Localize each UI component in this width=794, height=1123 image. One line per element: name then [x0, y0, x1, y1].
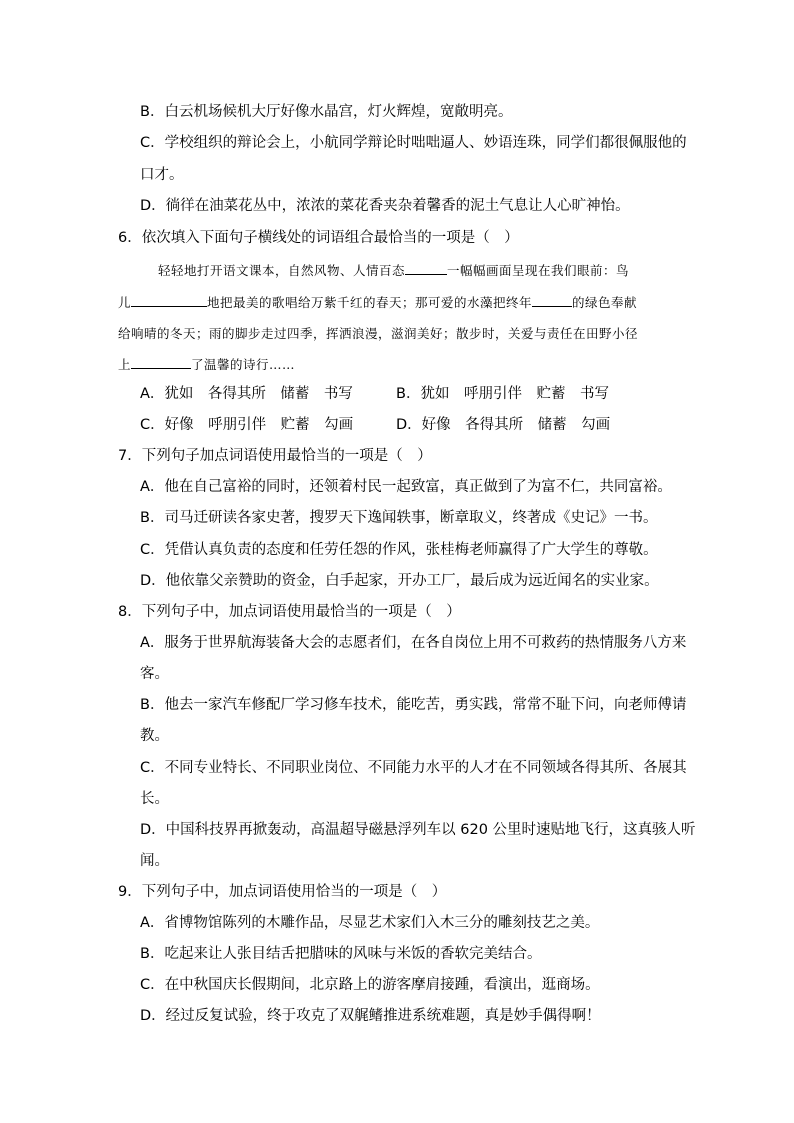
q8-option-b-line2: 教。: [140, 728, 169, 744]
q6-passage-text: 地把最美的歌唱给万紫千红的春天；那可爱的水藻把终年: [207, 295, 533, 310]
q6-passage-text: 了温馨的诗行……: [191, 357, 296, 372]
q8-option-d-line2: 闻。: [140, 853, 169, 869]
q6-passage-line2: [118, 292, 637, 313]
q8-option-b-line1: B．他去一家汽车修配厂学习修车技术，能吃苦，勇实践，常常不耻下问，向老师傅请: [140, 697, 687, 713]
q5-option-b: B．白云机场候机大厅好像水晶宫，灯火辉煌，宽敞明亮。: [140, 104, 513, 120]
q8-option-d-line1: D．中国科技界再掀轰动，高温超导磁悬浮列车以 620 公里时速贴地飞行，这真骇人听: [140, 822, 696, 838]
q6-passage-line4: [118, 354, 295, 375]
q8-option-a-line1: A．服务于世界航海装备大会的志愿者们，在各自岗位上用不可救药的热情服务八方来: [140, 635, 687, 651]
q7-stem: 7．下列句子加点词语使用最恰当的一项是（ ）: [118, 448, 432, 464]
q7-option-d: D．他依靠父亲赞助的资金，白手起家，开办工厂，最后成为远近闻名的实业家。: [140, 573, 659, 589]
q9-option-d: D．经过反复试验，终于攻克了双艉鳍推进系统难题，真是妙手偶得啊！: [140, 1008, 601, 1024]
q7-option-a: A．他在自己富裕的同时，还领着村民一起致富，真正做到了为富不仁，共同富裕。: [140, 479, 672, 495]
q8-option-c-line2: 长。: [140, 791, 169, 807]
fill-blank-3: [532, 292, 572, 307]
q8-stem: 8．下列句子中，加点词语使用最恰当的一项是（ ）: [118, 604, 461, 620]
fill-blank-1: [405, 260, 447, 275]
fill-blank-2: [131, 292, 207, 307]
q6-option-b: B．犹如 呼朋引伴 贮蓄 书写: [396, 386, 609, 402]
q8-option-a-line2: 客。: [140, 666, 169, 682]
q5-option-d: D．徜徉在油菜花丛中，浓浓的菜花香夹杂着馨香的泥土气息让人心旷神怡。: [140, 198, 630, 214]
fill-blank-4: [131, 354, 191, 369]
q7-option-c: C．凭借认真负责的态度和任劳任怨的作风，张桂梅老师赢得了广大学生的尊敬。: [140, 542, 658, 558]
q6-passage-text: 轻轻地打开语文课本，自然风物、人情百态: [158, 263, 406, 278]
q6-passage-text: 一幅幅画面呈现在我们眼前：鸟: [447, 263, 630, 278]
q6-passage-line3: 给响晴的冬天；雨的脚步走过四季，挥洒浪漫，滋润美好；散步时，关爱与责任在田野小径: [118, 326, 639, 341]
q9-option-a: A．省博物馆陈列的木雕作品，尽显艺术家们入木三分的雕刻技艺之美。: [140, 915, 600, 931]
q8-option-c-line1: C．不同专业特长、不同职业岗位、不同能力水平的人才在不同领域各得其所、各展其: [140, 760, 687, 776]
q5-option-c-line1: C．学校组织的辩论会上，小航同学辩论时咄咄逼人、妙语连珠，同学们都很佩服他的: [140, 135, 687, 151]
q6-option-d: D．好像 各得其所 储蓄 勾画: [396, 417, 611, 433]
q6-passage-text: 的绿色奉献: [572, 295, 638, 310]
q9-stem: 9．下列句子中，加点词语使用恰当的一项是（ ）: [118, 884, 447, 900]
q6-passage-line1: [158, 260, 629, 281]
q6-passage-text: 儿: [118, 295, 132, 310]
q6-option-a: A．犹如 各得其所 储蓄 书写: [140, 386, 353, 402]
q6-stem: 6．依次填入下面句子横线处的词语组合最恰当的一项是（ ）: [118, 230, 519, 246]
q9-option-c: C．在中秋国庆长假期间，北京路上的游客摩肩接踵，看演出，逛商场。: [140, 977, 600, 993]
q5-option-c-line2: 口才。: [140, 167, 184, 183]
q6-option-c: C．好像 呼朋引伴 贮蓄 勾画: [140, 417, 354, 433]
q6-passage-text: 上: [118, 357, 132, 372]
q7-option-b: B．司马迁研读各家史著，搜罗天下逸闻轶事，断章取义，终著成《史记》一书。: [140, 510, 658, 526]
q9-option-b: B．吃起来让人张目结舌把腊味的风味与米饭的香软完美结合。: [140, 946, 542, 962]
